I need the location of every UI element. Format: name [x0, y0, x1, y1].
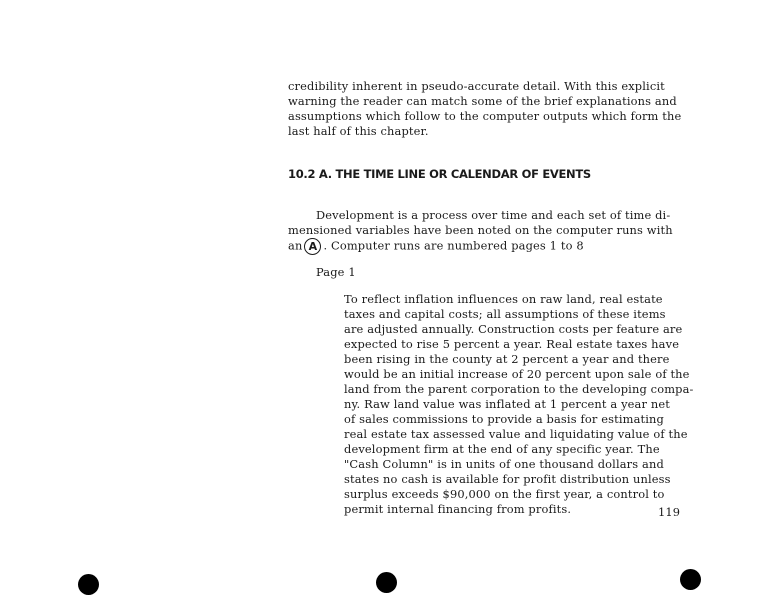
para-line-end: . Computer runs are numbered pages 1 to 8	[323, 238, 584, 253]
para-line	[288, 238, 584, 255]
punch-hole-left	[78, 574, 99, 595]
para-line: expected to rise 5 percent a year. Real estate taxes have	[344, 337, 680, 351]
para-line: taxes and capital costs; all assumptions of these items	[344, 307, 666, 321]
intro-line: last half of this chapter.	[288, 124, 429, 138]
para-line-start: an	[288, 238, 303, 253]
intro-line: assumptions which follow to the computer outputs which form the	[288, 109, 682, 123]
para-line: permit internal financing from profits.	[344, 502, 572, 516]
section-heading: 10.2 A. THE TIME LINE OR CALENDAR OF EVENTS	[288, 167, 591, 181]
para-line: real estate tax assessed value and liquidating value of the	[344, 427, 688, 441]
circled-a-marker: A	[304, 238, 321, 255]
para-line: of sales commissions to provide a basis for estimating	[344, 412, 664, 426]
para-line: been rising in the county at 2 percent a year and there	[344, 352, 670, 366]
para-line: mensioned variables have been noted on the computer runs with	[288, 223, 673, 237]
para-line: "Cash Column" is in units of one thousand dollars and	[344, 457, 664, 471]
page-label: Page 1	[316, 265, 356, 279]
punch-hole-right	[680, 569, 701, 590]
para-line: land from the parent corporation to the developing compa-	[344, 382, 694, 396]
para-line: states no cash is available for profit distribution unless	[344, 472, 671, 486]
para-line: are adjusted annually. Construction costs per feature are	[344, 322, 683, 336]
para-line: ny. Raw land value was inflated at 1 percent a year net	[344, 397, 670, 411]
intro-line: warning the reader can match some of the brief explanations and	[288, 94, 677, 108]
punch-hole-center	[376, 572, 397, 593]
intro-line: credibility inherent in pseudo-accurate detail. With this explicit	[288, 79, 665, 93]
para-line: would be an initial increase of 20 percent upon sale of the	[344, 367, 690, 381]
para-line: Development is a process over time and each set of time di-	[316, 208, 671, 222]
page-number: 119	[658, 505, 681, 519]
para-line: development firm at the end of any specific year. The	[344, 442, 660, 456]
para-line: surplus exceeds $90,000 on the first year, a control to	[344, 487, 665, 501]
para-line: To reflect inflation influences on raw land, real estate	[344, 292, 663, 306]
